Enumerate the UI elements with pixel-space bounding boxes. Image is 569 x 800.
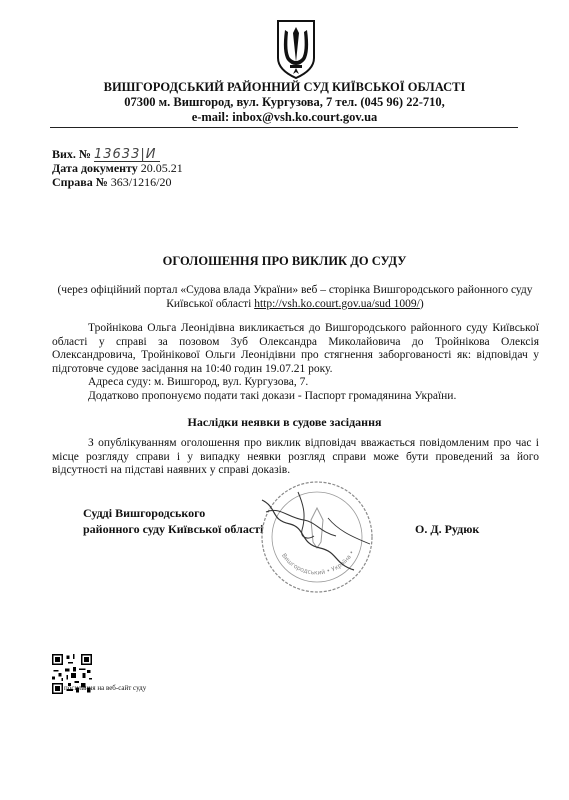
outgoing-number-line xyxy=(52,147,160,162)
case-label: Справа № xyxy=(52,175,108,189)
stamp-text: Вишгородський • Україна • xyxy=(279,549,356,577)
consequences-paragraph: З опублікуванням оголошення про виклик відповідач вважається повідомленим про час і місце розгляду справи і у випадку неявки розгляд справи може бути проведений за його відсутності на підставі наявних у справі доказів. xyxy=(52,437,539,476)
document-date-line xyxy=(52,161,183,175)
evidence-line: Додатково пропонуємо подати такі докази - Паспорт громадянина України. xyxy=(88,390,457,402)
court-address-line: Адреса суду: м. Вишгород, вул. Кургузова, 7. xyxy=(88,376,309,388)
date-label: Дата документу xyxy=(52,161,138,175)
case-value: 363/1216/20 xyxy=(110,175,172,189)
judge-name: О. Д. Рудюк xyxy=(415,522,480,536)
court-email: e-mail: inbox@vsh.ko.court.gov.ua xyxy=(191,110,378,124)
notice-title: ОГОЛОШЕННЯ ПРО ВИКЛИК ДО СУДУ xyxy=(162,254,407,268)
outgoing-number-handwritten: 13633|И xyxy=(94,149,160,162)
judge-role xyxy=(83,505,263,537)
consequences-title: Наслідки неявки в судове засідання xyxy=(187,415,382,429)
case-number-line xyxy=(52,175,171,189)
coat-of-arms-icon xyxy=(274,18,318,80)
judge-role-line1: Судді Вишгородського xyxy=(83,506,206,520)
court-website-link[interactable]: http://vsh.ko.court.gov.ua/sud 1009/ xyxy=(254,298,420,310)
official-stamp xyxy=(258,478,376,596)
judge-role-line2: районного суду Київської області xyxy=(83,522,264,536)
court-address: 07300 м. Вишгород, вул. Кургузова, 7 тел. (045 96) 22-710, xyxy=(124,95,445,109)
outgoing-label: Вих. № xyxy=(52,147,91,161)
summons-paragraph: Тройнікова Ольга Леонідівна викликається до Вишгородського районного суду Київської області у справі за позовом Зуб Олександра Миколайовича до Тройнікова Олексія Олександровича, Тройнікової Ольги Леонідівни про стягнення заборгованості як: відповідач у підготовче судове засідання на 10:40 годин 19.07.21 року. xyxy=(52,322,539,375)
court-name: ВИШГОРОДСЬКИЙ РАЙОННИЙ СУД КИЇВСЬКОЇ ОБЛАСТІ xyxy=(103,80,466,94)
portal-note-line2: Київської області http://vsh.ko.court.gov.ua/sud 1009/) xyxy=(166,298,424,310)
qr-caption: посилання на веб-сайт суду xyxy=(64,684,147,692)
portal-note-line1: (через офіційний портал «Судова влада України» веб – сторінка Вишгородського районного суду xyxy=(57,284,533,296)
header-divider xyxy=(50,127,518,128)
date-value: 20.05.21 xyxy=(140,161,183,175)
portal-region: Київської області xyxy=(166,298,252,310)
